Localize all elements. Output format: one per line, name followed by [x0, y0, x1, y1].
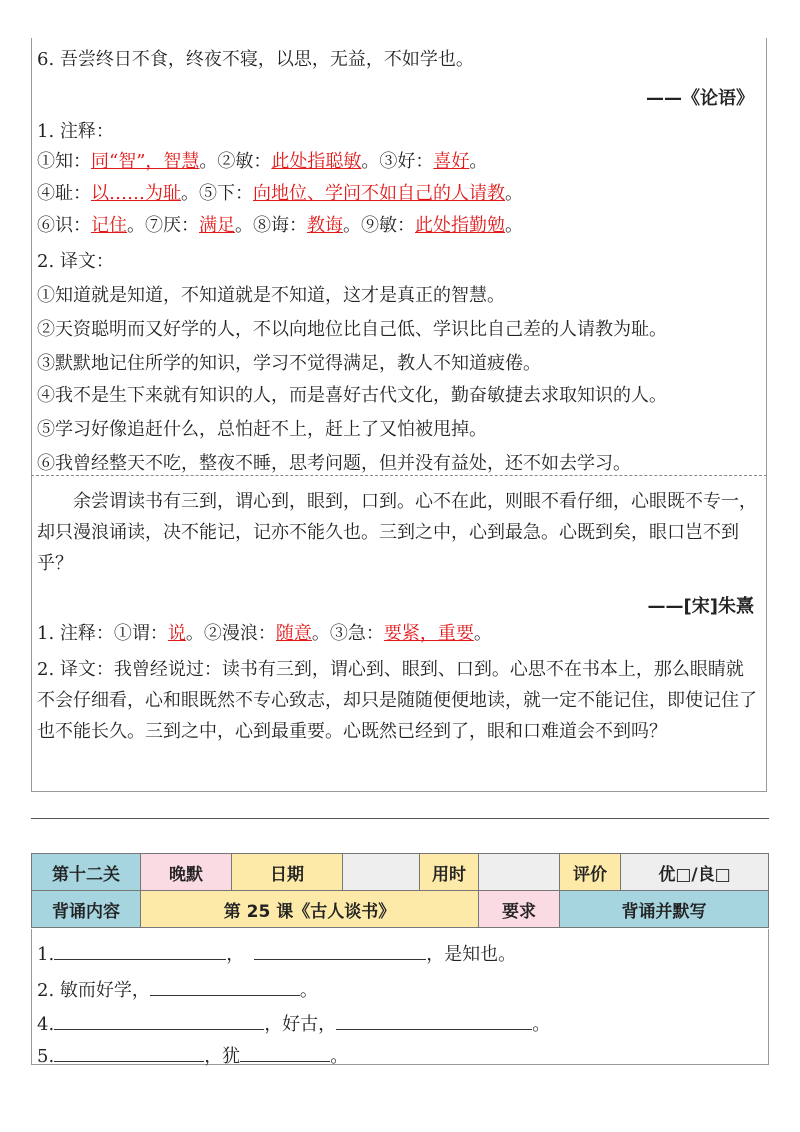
translation-line-4: ④我不是生下来就有知识的人，而是喜好古代文化，勤奋敏捷去求取知识的人。 [37, 385, 667, 406]
quiz-5-mid: ，犹 [204, 1046, 241, 1067]
quiz-1-sep: ， [226, 944, 245, 965]
note-text: 。 [505, 183, 523, 204]
notes-line-2 [37, 182, 523, 206]
note-text: ①知： [37, 151, 91, 172]
notes-title: 1. 注释： [37, 121, 114, 142]
passage-6-text: 6. 吾尝终日不食，终夜不寝，以思，无益，不如学也。 [37, 49, 474, 70]
note-answer: 此处指聪敏 [271, 151, 362, 172]
quiz-item-5 [37, 1042, 348, 1068]
note-answer: 记住 [91, 215, 127, 236]
note-answer: 同“智”，智慧 [91, 151, 200, 172]
note-text: 。⑤下： [181, 183, 253, 204]
passage-zhuxi-source: ——[宋]朱熹 [647, 596, 754, 617]
translation-line-5: ⑤学习好像追赶什么，总怕赶不上，赶上了又怕被甩掉。 [37, 419, 487, 440]
date-label: 日期 [232, 854, 343, 891]
zhuxi-translation: 2. 译文：我曾经说过：读书有三到，谓心到、眼到、口到。心思不在书本上，那么眼睛就不会仔细看，心和眼既然不专心致志，却只是随随便便地读，就一定不能记住，即使记住了也不能长久。三到之中，心到最重要。心既然已经到了，眼和口难道会不到吗？ [37, 659, 757, 742]
note-answer: 向地位、学问不如自己的人请教 [253, 183, 505, 204]
quiz-1-number: 1. [37, 944, 55, 965]
quiz-5-number: 5. [37, 1046, 55, 1067]
rating-label: 评价 [560, 854, 621, 891]
quiz-4-mid: ，好古， [264, 1014, 337, 1035]
note-text: 。⑨敏： [343, 215, 415, 236]
quiz-2-end: 。 [299, 980, 318, 1001]
note-text: 。②漫浪： [185, 623, 276, 644]
recitation-table [31, 853, 769, 928]
note-answer: 喜好 [433, 151, 470, 172]
quiz-4-end: 。 [532, 1014, 551, 1035]
rating-options[interactable]: 优□/良□ [621, 854, 769, 891]
quiz-4-number: 4. [37, 1014, 55, 1035]
quiz-2-blank[interactable] [150, 977, 300, 996]
quiz-4-blank-b[interactable] [336, 1011, 532, 1030]
translation-line-2: ②天资聪明而又好学的人，不以向地位比自己低、学识比自己差的人请教为耻。 [37, 319, 667, 340]
note-text: 。⑧诲： [235, 215, 307, 236]
quiz-1-end: ，是知也。 [426, 944, 517, 965]
quiz-1-blank-a[interactable] [54, 941, 226, 960]
level-cell: 第十二关 [32, 854, 141, 891]
quiz-1-blank-b[interactable] [254, 941, 426, 960]
note-answer: 此处指勤勉 [415, 215, 505, 236]
note-text: 。③急： [311, 623, 384, 644]
quiz-5-blank-a[interactable] [54, 1043, 204, 1062]
note-text: 。②敏： [199, 151, 272, 172]
quiz-item-4 [37, 1010, 550, 1036]
translation-line-6: ⑥我曾经整天不吃，整夜不睡，思考问题，但并没有益处，还不如去学习。 [37, 453, 631, 474]
notes-line-3 [37, 214, 523, 238]
note-answer: 满足 [199, 215, 235, 236]
note-text: 。 [473, 623, 492, 644]
quiz-item-2 [37, 976, 318, 1002]
note-text: ⑥识： [37, 215, 91, 236]
note-text: ④耻： [37, 183, 91, 204]
mode-cell: 晚默 [141, 854, 232, 891]
quiz-4-blank-a[interactable] [54, 1011, 264, 1030]
note-text: 1. 注释：①谓： [37, 623, 168, 644]
requirement-value: 背诵并默写 [560, 891, 769, 928]
note-text: 。 [505, 215, 523, 236]
lesson-title: 第 25 课《古人谈书》 [141, 891, 479, 928]
time-value[interactable] [479, 854, 560, 891]
note-text: 。 [469, 151, 488, 172]
zhuxi-notes [37, 622, 492, 646]
date-value[interactable] [343, 854, 420, 891]
quiz-2-start: 2. 敏而好学， [37, 980, 150, 1001]
content-label: 背诵内容 [32, 891, 141, 928]
note-answer: 以……为耻 [91, 183, 181, 204]
page-rule [31, 818, 769, 819]
note-answer: 说 [167, 623, 186, 644]
note-answer: 要紧，重要 [383, 623, 474, 644]
quiz-5-end: 。 [330, 1046, 349, 1067]
notes-line-1 [37, 150, 487, 174]
note-answer: 随意 [275, 623, 312, 644]
note-text: 。⑦厌： [127, 215, 199, 236]
note-answer: 教诲 [307, 215, 343, 236]
passage-zhuxi-text: 余尝谓读书有三到，谓心到，眼到，口到。心不在此，则眼不看仔细，心眼既不专一，却只漫浪诵读，决不能记，记亦不能久也。三到之中，心到最急。心既到矣，眼口岂不到乎？ [37, 491, 757, 574]
translation-line-1: ①知道就是知道，不知道就是不知道，这才是真正的智慧。 [37, 285, 505, 306]
requirement-label: 要求 [479, 891, 560, 928]
quiz-5-blank-b[interactable] [240, 1043, 330, 1062]
translation-title: 2. 译文： [37, 251, 114, 272]
section-divider [31, 475, 767, 476]
time-label: 用时 [420, 854, 479, 891]
note-text: 。③好： [361, 151, 434, 172]
passage-6-source: ——《论语》 [646, 88, 754, 109]
translation-line-3: ③默默地记住所学的知识，学习不觉得满足，教人不知道疲倦。 [37, 353, 541, 374]
quiz-item-1 [37, 940, 516, 966]
